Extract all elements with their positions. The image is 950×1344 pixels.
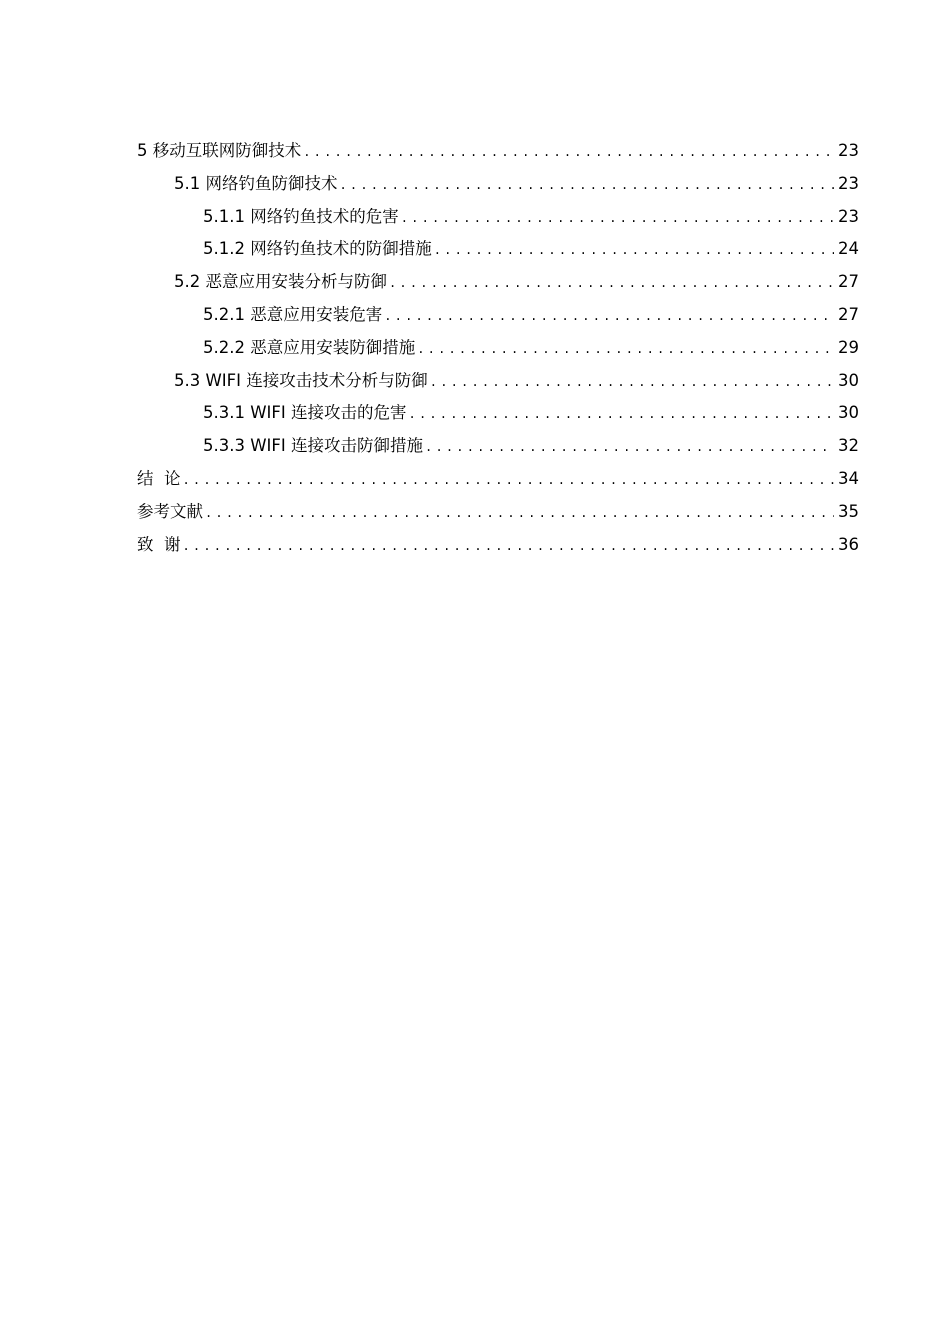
toc-page-number: 23	[838, 173, 859, 193]
toc-entry-title: 5 移动互联网防御技术	[137, 141, 302, 160]
toc-page-number: 24	[838, 239, 859, 259]
toc-dot-leader	[389, 267, 834, 300]
toc-dot-leader	[384, 300, 834, 333]
toc-dot-leader	[183, 530, 835, 563]
toc-entry[interactable]	[0, 529, 950, 562]
toc-entry-title: 5.3.3 WIFI 连接攻击防御措施	[203, 436, 424, 456]
table-of-contents	[0, 135, 950, 561]
toc-entry-title: 5.3.1 WIFI 连接攻击的危害	[203, 403, 407, 423]
toc-page-number: 36	[838, 534, 859, 554]
toc-entry[interactable]	[0, 365, 950, 398]
toc-entry-title: 5.2.2 恶意应用安装防御措施	[203, 337, 416, 357]
toc-page-number: 30	[838, 370, 859, 390]
toc-entry-title: 5.1.1 网络钓鱼技术的危害	[203, 206, 399, 226]
toc-entry-title: 5.1.2 网络钓鱼技术的防御措施	[203, 239, 432, 259]
toc-page-number: 30	[838, 403, 859, 423]
toc-page-number: 35	[838, 501, 859, 521]
toc-entry[interactable]	[0, 201, 950, 234]
toc-entry-title: 参考文献	[137, 501, 203, 521]
toc-dot-leader	[205, 497, 834, 530]
toc-page-number: 23	[838, 206, 859, 226]
toc-dot-leader	[183, 464, 835, 497]
toc-page-number: 34	[838, 468, 859, 488]
toc-entry[interactable]	[0, 332, 950, 365]
toc-page-number: 32	[838, 436, 859, 456]
toc-entry-title: 5.2.1 恶意应用安装危害	[203, 304, 383, 324]
toc-dot-leader	[430, 366, 834, 399]
toc-entry-title: 5.1 网络钓鱼防御技术	[174, 173, 338, 193]
toc-entry[interactable]	[0, 135, 950, 168]
toc-entry[interactable]	[0, 496, 950, 529]
toc-entry[interactable]	[0, 430, 950, 463]
toc-dot-leader	[303, 136, 834, 169]
toc-dot-leader	[409, 398, 834, 431]
toc-entry-title: 5.3 WIFI 连接攻击技术分析与防御	[174, 370, 428, 390]
toc-dot-leader	[340, 169, 835, 202]
toc-page-number: 27	[838, 304, 859, 324]
toc-page-number: 27	[838, 272, 859, 292]
toc-entry[interactable]	[0, 463, 950, 496]
toc-entry[interactable]	[0, 233, 950, 266]
toc-entry[interactable]	[0, 299, 950, 332]
toc-entry[interactable]	[0, 397, 950, 430]
toc-dot-leader	[434, 234, 834, 267]
toc-entry-title: 5.2 恶意应用安装分析与防御	[174, 272, 387, 292]
toc-entry[interactable]	[0, 168, 950, 201]
toc-entry[interactable]	[0, 266, 950, 299]
toc-dot-leader	[417, 333, 834, 366]
toc-dot-leader	[425, 431, 834, 464]
toc-dot-leader	[401, 202, 834, 235]
toc-entry-title: 致 谢	[137, 534, 181, 554]
toc-page-number: 29	[838, 337, 859, 357]
toc-entry-title: 结 论	[137, 468, 181, 488]
toc-page-number: 23	[838, 141, 859, 160]
